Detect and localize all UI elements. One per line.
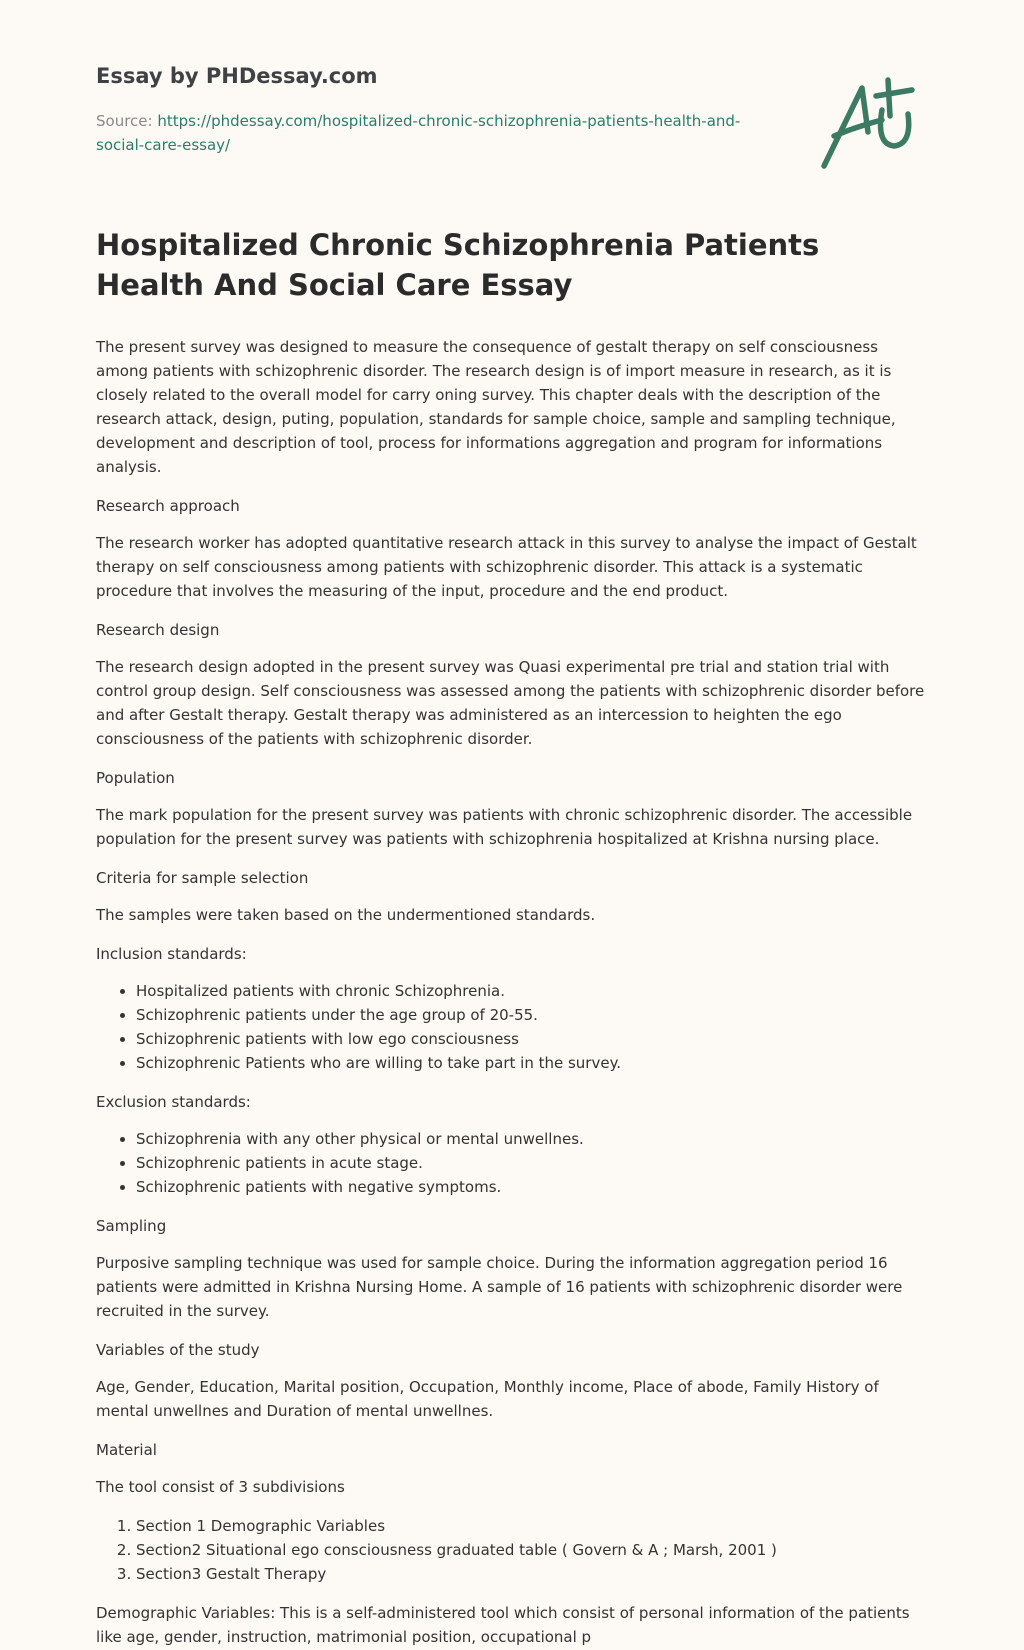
list-item: 3. Section3 Gestalt Therapy [136, 1562, 928, 1586]
exclusion-list [96, 1127, 928, 1199]
page-title: Hospitalized Chronic Schizophrenia Patients Health And Social Care Essay [96, 228, 820, 302]
design-paragraph: The research design adopted in the present survey was Quasi experimental pre trial and station trial with control group design. Self consciousness was assessed among the patients with schizophrenic disorder before and after Gestalt therapy. Gestalt therapy was administered as an intercession to heighten the ego consciousness of the patients with schizophrenic disorder. [96, 658, 925, 748]
source-link[interactable]: https://phdessay.com/hospitalized-chronic-schizophrenia-patients-health-and-social-care-essay/ [96, 112, 741, 154]
section-heading-sampling: Sampling [96, 1217, 167, 1235]
section-heading-approach: Research approach [96, 497, 240, 515]
list-item: • Schizophrenic Patients who are willing to take part in the survey. [136, 1051, 928, 1075]
section-heading-exclusion: Exclusion standards: [96, 1093, 251, 1111]
a-plus-logo-icon [818, 72, 928, 172]
variables-paragraph: Age, Gender, Education, Marital position, Occupation, Monthly income, Place of abode, Family History of mental unwellnes and Duration of mental unwellnes. [96, 1378, 879, 1420]
source-label: Source: [96, 112, 158, 130]
demographic-paragraph: Demographic Variables: This is a self-administered tool which consist of personal information of the patients like age, gender, instruction, matrimonial position, occupational p [96, 1604, 910, 1646]
section-heading-criteria: Criteria for sample selection [96, 869, 309, 887]
list-item: 1. Section 1 Demographic Variables [136, 1514, 928, 1538]
list-item: • Schizophrenic patients with negative symptoms. [136, 1175, 928, 1199]
material-paragraph: The tool consist of 3 subdivisions [96, 1478, 345, 1496]
sampling-paragraph: Purposive sampling technique was used for sample choice. During the information aggregation period 16 patients were admitted in Krishna Nursing Home. A sample of 16 patients with schizophrenic disorder were recruited in the survey. [96, 1254, 903, 1320]
section-heading-variables: Variables of the study [96, 1341, 260, 1359]
list-item: • Schizophrenia with any other physical or mental unwellnes. [136, 1127, 928, 1151]
criteria-paragraph: The samples were taken based on the undermentioned standards. [96, 906, 596, 924]
list-item: • Hospitalized patients with chronic Schizophrenia. [136, 979, 928, 1003]
list-item: • Schizophrenic patients under the age group of 20-55. [136, 1003, 928, 1027]
section-heading-design: Research design [96, 621, 220, 639]
intro-paragraph: The present survey was designed to measure the consequence of gestalt therapy on self consciousness among patients with schizophrenic disorder. The research design is of import measure in research, as it is closely related to the overall model for carry oning survey. This chapter deals with the description of the research attack, design, puting, population, standards for sample choice, sample and sampling technique, development and description of tool, process for informations aggregation and program for informations analysis. [96, 338, 896, 476]
list-item: • Schizophrenic patients with low ego consciousness [136, 1027, 928, 1051]
population-paragraph: The mark population for the present survey was patients with chronic schizophrenic disorder. The accessible population for the present survey was patients with schizophrenia hospitalized at Krishna nursing place. [96, 806, 913, 848]
approach-paragraph: The research worker has adopted quantitative research attack in this survey to analyse the impact of Gestalt therapy on self consciousness among patients with schizophrenic disorder. This attack is a systematic procedure that involves the measuring of the input, procedure and the end product. [96, 534, 917, 600]
list-item: • Schizophrenic patients in acute stage. [136, 1151, 928, 1175]
section-heading-inclusion: Inclusion standards: [96, 945, 247, 963]
page-header [96, 0, 928, 200]
list-item: 2. Section2 Situational ego consciousness graduated table ( Govern & A ; Marsh, 2001 ) [136, 1538, 928, 1562]
inclusion-list [96, 979, 928, 1075]
material-list [96, 1514, 928, 1586]
section-heading-material: Material [96, 1441, 157, 1459]
section-heading-population: Population [96, 769, 175, 787]
site-brand: Essay by PHDessay.com [96, 64, 378, 88]
source-line [96, 109, 756, 157]
